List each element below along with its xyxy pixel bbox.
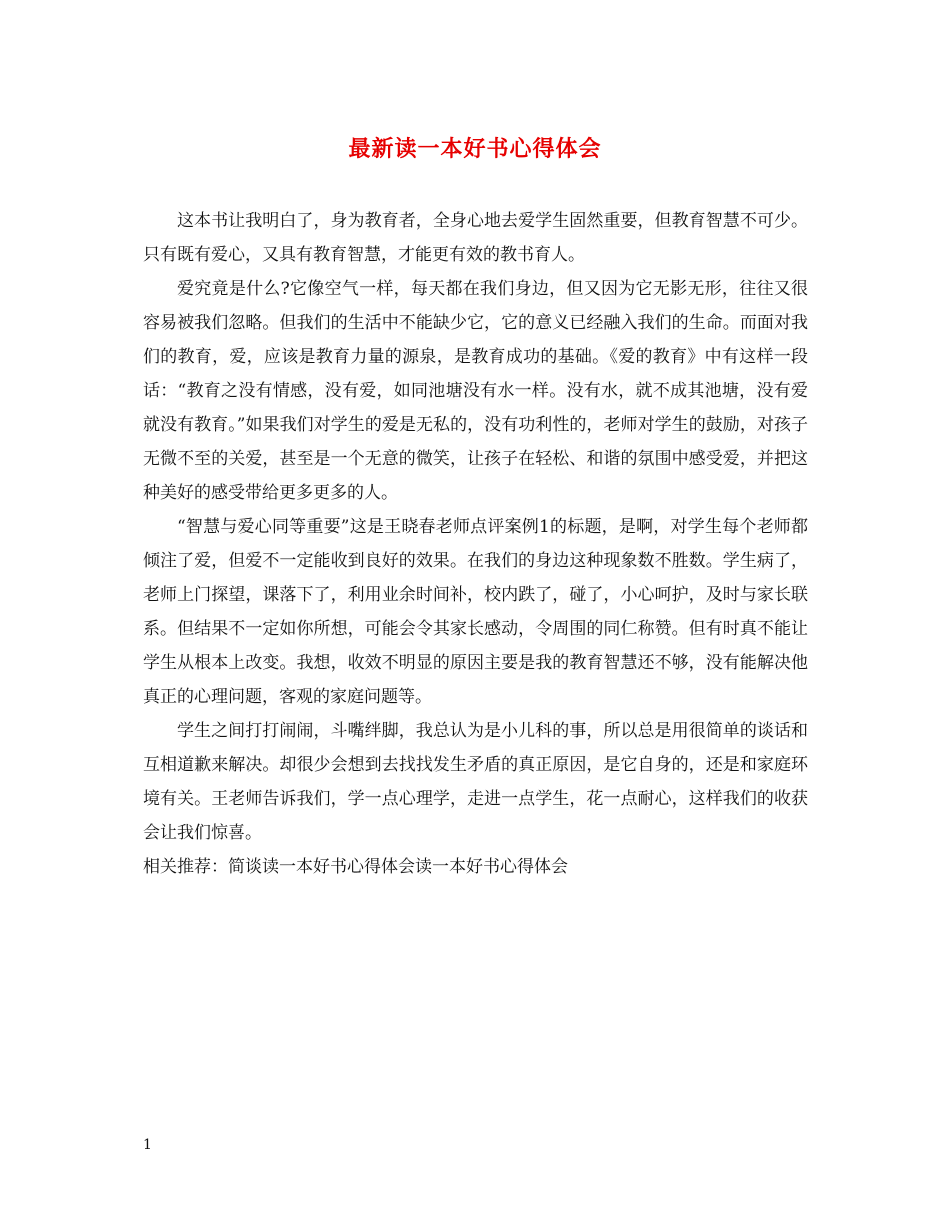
paragraph-3: “智慧与爱心同等重要”这是王晓春老师点评案例1的标题，是啊，对学生每个老师都倾注了爱，但爱不一定能收到良好的效果。在我们的身边这种现象数不胜数。学生病了，老师上门探望，课落下了，利用业余时间补，校内跌了，碰了，小心呵护，及时与家长联系。但结果不一定如你所想，可能会令其家长感动，令周围的同仁称赞。但有时真不能让学生从根本上改变。我想，收效不明显的原因主要是我的教育智慧还不够，没有能解决他真正的心理问题，客观的家庭问题等。	[143, 517, 808, 707]
paragraph-1: 这本书让我明白了，身为教育者，全身心地去爱学生固然重要，但教育智慧不可少。只有既有爱心，又具有教育智慧，才能更有效的教书育人。	[143, 211, 808, 265]
paragraph-4: 学生之间打打闹闹，斗嘴绊脚，我总认为是小儿科的事，所以总是用很简单的谈话和互相道歉来解决。却很少会想到去找找发生矛盾的真正原因，是它自身的，还是和家庭环境有关。王老师告诉我们，学一点心理学，走进一点学生，花一点耐心，这样我们的收获会让我们惊喜。	[143, 721, 808, 843]
paragraph-2: 爱究竟是什么?它像空气一样，每天都在我们身边，但又因为它无影无形，往往又很容易被我们忽略。但我们的生活中不能缺少它，它的意义已经融入我们的生命。而面对我们的教育，爱，应该是教育力量的源泉，是教育成功的基础。《爱的教育》中有这样一段话：“教育之没有情感，没有爱，如同池塘没有水一样。没有水，就不成其池塘，没有爱就没有教育。”如果我们对学生的爱是无私的，没有功利性的，老师对学生的鼓励，对孩子无微不至的关爱，甚至是一个无意的微笑，让孩子在轻松、和谐的氛围中感受爱，并把这种美好的感受带给更多更多的人。	[143, 279, 808, 503]
document-title: 最新读一本好书心得体会	[348, 136, 602, 162]
page-number: 1	[143, 1137, 152, 1153]
related-recommendation: 相关推荐：简谈读一本好书心得体会读一本好书心得体会	[143, 857, 568, 877]
document-body	[143, 204, 808, 884]
